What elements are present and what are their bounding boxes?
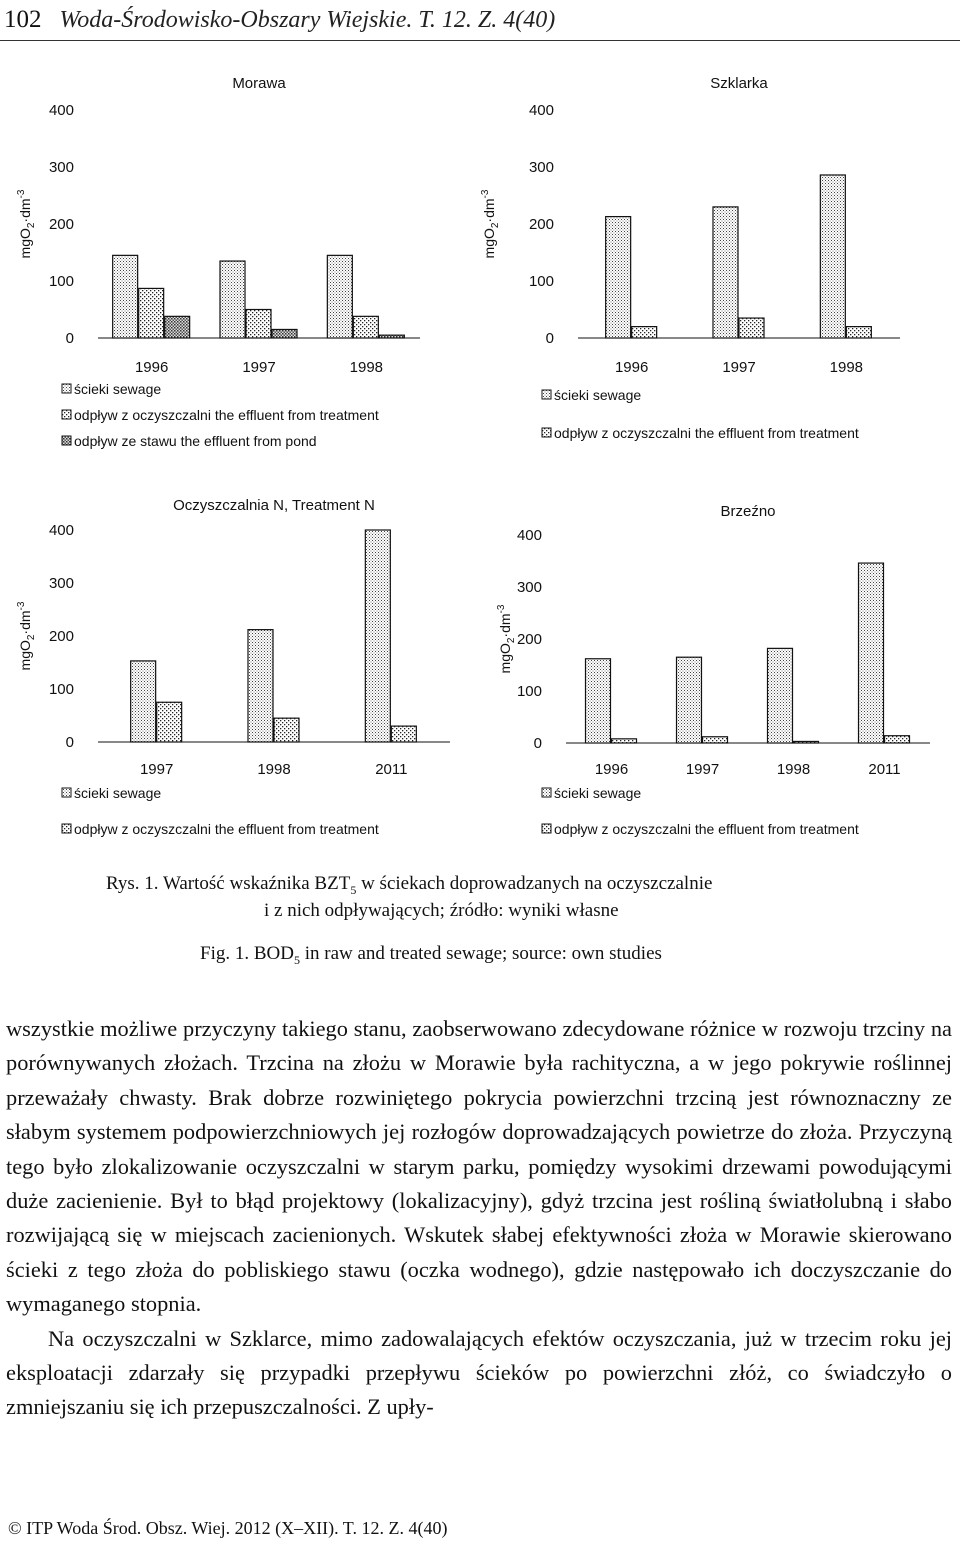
y-tick-label: 300	[48, 575, 74, 592]
chart-title: Morawa	[232, 75, 286, 92]
category-label: 1998	[829, 359, 864, 376]
chart-title: Oczyszczalnia N, Treatment N	[173, 497, 375, 514]
bar-1996-series-1	[612, 739, 637, 743]
bar-1998-series-2	[379, 335, 404, 338]
category-label: 1998	[776, 761, 811, 778]
y-tick-label: 400	[48, 522, 74, 539]
bar-1997-series-1	[703, 737, 728, 743]
bar-2011-series-0	[365, 530, 390, 742]
legend-swatch	[62, 788, 71, 797]
y-tick-label: 0	[533, 735, 542, 752]
category-label: 1996	[614, 359, 649, 376]
page-number: 102	[4, 6, 42, 33]
running-header	[4, 6, 954, 38]
y-tick-label: 400	[528, 102, 554, 119]
paragraph-1: wszystkie możliwe przyczyny takiego stanu, zaobserwowano zdecydowane różnice w rozwoju trzciny na porównywanych złożach. Trzcina na złożu w Morawie była rachityczna, a w jego pokrywie roślinnej przeważały chwasty. Brak dobrze rozwiniętego pokrycia powierzchni trzciną jest równoznaczny ze słabym systemem podpowierzchniowych jej rozłogów doprowadzających powietrze do złoża. Przyczyną tego było zlokalizowanie oczyszczalni w starym parku, pomiędzy wysokimi drzewami powodującymi duże zacienienie. Był to błąd projektowy (lokalizacyjny), gdyż trzcina jest rośliną światłolubną i słabo rozwijającą się w miejscach zacienionych. Wskutek słabej efektywności złoża w Morawie skierowano ścieki z tego złoża do pobliskiego stawu (oczka wodnego), gdzie następowało ich doczyszczanie do wymaganego stopnia.	[6, 1016, 952, 1317]
paragraph-2: Na oczyszczalni w Szklarce, mimo zadowalających efektów oczyszczania, już w trzecim roku jej eksploatacji zdarzały się przypadki przepływu ścieków po powierzchni złóż, co świadczyło o zmniejszaniu się ich przepuszczalności. Z upły-	[6, 1325, 952, 1420]
bar-1996-series-2	[165, 316, 190, 338]
bar-1997-series-0	[220, 261, 245, 338]
y-axis-label: $mgO_2\cdot dm^{-3}$	[16, 601, 37, 671]
legend-entry: ścieki sewage	[74, 785, 162, 801]
bar-1997-series-1	[739, 318, 764, 338]
bar-1997-series-0	[677, 657, 702, 743]
legend-swatch	[62, 384, 71, 393]
legend-swatch	[542, 390, 551, 399]
journal-title: Woda-Środowisko-Obszary Wiejskie. T. 12. Z. 4(40)	[59, 7, 556, 33]
category-label: 1996	[134, 359, 169, 376]
chart-treatment-n	[0, 480, 480, 850]
legend-swatch	[62, 824, 71, 833]
bar-1996-series-0	[586, 659, 611, 743]
bar-1997-series-1	[157, 702, 182, 742]
bar-1998-series-0	[248, 630, 273, 742]
y-tick-label: 0	[65, 734, 74, 751]
chart-title: Szklarka	[710, 75, 768, 92]
bar-1998-series-1	[794, 741, 819, 743]
y-tick-label: 0	[545, 330, 554, 347]
y-tick-label: 400	[48, 102, 74, 119]
figure-caption-en: Fig. 1. $BOD_5$ in raw and treated sewage; source: own studies	[200, 943, 662, 967]
legend-entry: odpływ ze stawu the effluent from pond	[74, 433, 317, 449]
y-tick-label: 200	[528, 216, 554, 233]
category-label: 1997	[722, 359, 756, 376]
y-tick-label: 200	[516, 631, 542, 648]
category-label: 2011	[375, 761, 408, 778]
legend-entry: ścieki sewage	[74, 381, 162, 397]
bar-2011-series-0	[859, 563, 884, 743]
category-label: 1998	[349, 359, 384, 376]
legend-entry: odpływ z oczyszczalni the effluent from treatment	[74, 407, 379, 423]
legend-swatch	[62, 436, 71, 445]
category-label: 1997	[242, 359, 276, 376]
category-label: 1996	[594, 761, 629, 778]
y-tick-label: 100	[528, 273, 554, 290]
y-axis-label: $mgO_2\cdot dm^{-3}$	[496, 604, 517, 674]
y-tick-label: 200	[48, 628, 74, 645]
category-label: 1997	[139, 761, 174, 778]
legend-entry: ścieki sewage	[554, 785, 642, 801]
y-tick-label: 100	[516, 683, 542, 700]
bar-1996-series-1	[139, 288, 164, 338]
category-label: 1997	[685, 761, 720, 778]
bar-1997-series-1	[246, 310, 271, 339]
bar-1998-series-0	[327, 255, 352, 338]
legend-entry: odpływ z oczyszczalni the effluent from treatment	[554, 821, 859, 837]
chart-morawa	[0, 60, 480, 470]
legend-entry: odpływ z oczyszczalni the effluent from treatment	[554, 425, 859, 441]
bar-1998-series-1	[274, 718, 299, 742]
bar-1997-series-0	[131, 661, 156, 742]
y-axis-label: $mgO_2\cdot dm^{-3}$	[16, 189, 37, 259]
footer-copyright: © ITP Woda Środ. Obsz. Wiej. 2012 (X–XII). T. 12. Z. 4(40)	[8, 1518, 448, 1538]
legend-swatch	[542, 788, 551, 797]
chart-brzezno	[480, 480, 960, 850]
bar-2011-series-1	[391, 726, 416, 742]
legend-entry: odpływ z oczyszczalni the effluent from treatment	[74, 821, 379, 837]
y-tick-label: 200	[48, 216, 74, 233]
y-tick-label: 300	[516, 579, 542, 596]
legend-swatch	[542, 428, 551, 437]
y-tick-label: 100	[48, 273, 74, 290]
figure-caption-pl-line2: i z nich odpływających; źródło: wyniki własne	[264, 900, 619, 921]
y-tick-label: 400	[516, 527, 542, 544]
header-rule	[0, 40, 960, 41]
y-tick-label: 300	[48, 159, 74, 176]
bar-1998-series-0	[820, 175, 845, 338]
category-label: 1998	[257, 761, 291, 778]
chart-title: Brzeźno	[720, 503, 776, 520]
y-tick-label: 100	[48, 681, 74, 698]
body-text	[6, 1012, 952, 1425]
figure-caption-pl: Rys. 1. Wartość wskaźnika $BZT_5$ w ściekach doprowadzanych na oczyszczalnie	[106, 873, 713, 897]
legend-swatch	[542, 824, 551, 833]
bar-1998-series-1	[846, 327, 871, 338]
bar-1996-series-0	[113, 255, 138, 338]
y-tick-label: 0	[65, 330, 74, 347]
category-label: 2011	[868, 761, 901, 778]
bar-1998-series-1	[353, 316, 378, 338]
bar-1996-series-0	[606, 217, 631, 338]
bar-1998-series-0	[768, 648, 793, 743]
bar-1997-series-2	[272, 329, 297, 338]
bar-2011-series-1	[885, 736, 910, 743]
bar-1997-series-0	[713, 207, 738, 338]
bar-1996-series-1	[632, 327, 657, 338]
legend-swatch	[62, 410, 71, 419]
legend-entry: ścieki sewage	[554, 387, 642, 403]
y-axis-label: $mgO_2\cdot dm^{-3}$	[480, 189, 501, 259]
y-tick-label: 300	[528, 159, 554, 176]
chart-szklarka	[480, 60, 960, 470]
